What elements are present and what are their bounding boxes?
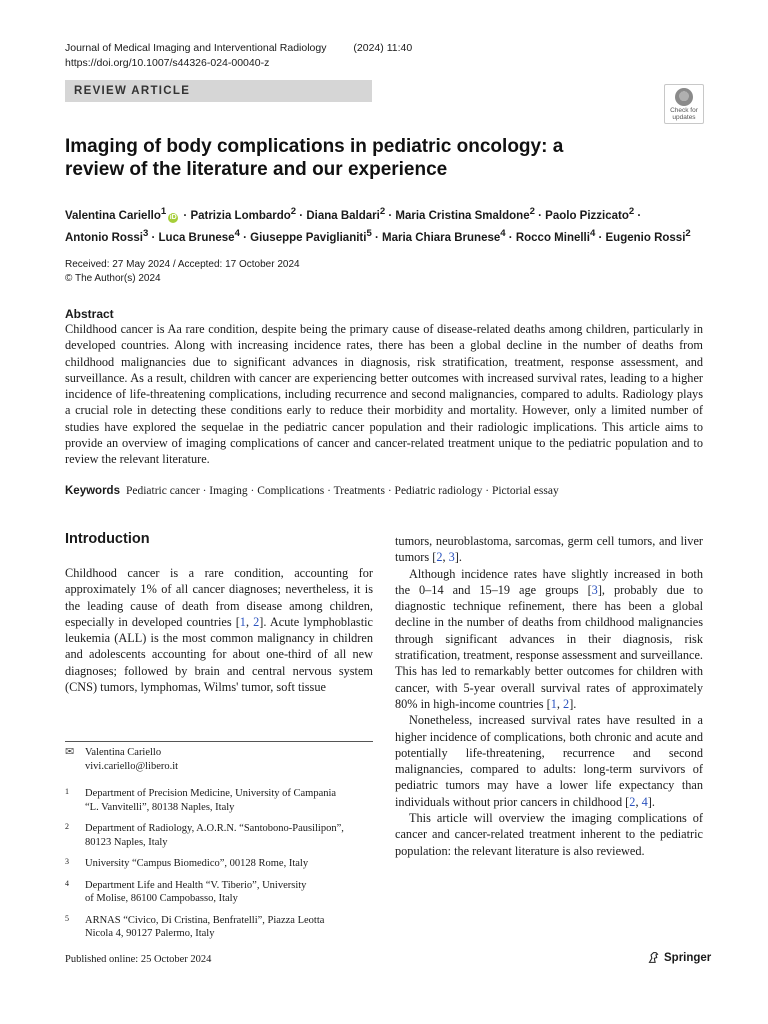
author-name[interactable]: Maria Cristina Smaldone [395,209,530,222]
affiliation-number: 2 [65,822,69,831]
author-affiliation-number: 4 [500,227,506,239]
affiliation-line: ARNAS “Civico, Di Cristina, Benfratelli”, Piazza Leotta [85,914,325,926]
author-name[interactable]: Patrizia Lombardo [190,209,291,222]
orcid-icon[interactable]: iD [169,213,177,221]
affiliation [65,822,373,849]
copyright-notice: © The Author(s) 2024 [65,272,161,284]
publisher-logo [647,951,711,964]
paragraph-text: ]. [647,794,655,809]
doi-link[interactable]: https://doi.org/10.1007/s44326-024-00040-z [65,57,270,69]
author-line-1: Valentina Cariello$^1$iD · Patrizia Lombardo$^2$ · Diana Baldari$^2$ · Maria Cristina Smaldone$^2$ · Paolo Pizzicato$^2$ · [65,206,642,222]
affiliation [65,857,373,871]
paragraph [395,533,703,566]
paragraph: This article will overview the imaging complications of cancer and cancer-related treatment inherent to the pediatric population: the relevant literature is also reviewed. [395,811,703,858]
author-name[interactable]: Valentina Cariello [65,209,161,222]
author-list [65,203,715,247]
affiliation-line: Department of Precision Medicine, University of Campania [85,788,337,799]
affiliation-number: 4 [65,878,69,888]
author-affiliation-number: 2 [529,206,535,217]
paragraph [65,565,373,695]
author-affiliation-number: 4 [589,227,596,239]
affiliation-line: “L. Vanvitelli”, 80138 Naples, Italy [85,801,235,813]
author-name[interactable]: Antonio Rossi [65,231,143,244]
corresponding-author-name: Valentina Cariello [85,747,162,758]
citation-link[interactable]: 2 [436,550,443,565]
affiliation-number: 3 [65,857,69,866]
citation-link[interactable]: 2 [629,794,636,809]
keywords-label: Keywords [65,485,120,497]
article-type-bar [65,80,372,102]
author-name[interactable]: Paolo Pizzicato [545,209,629,222]
check-for-updates-button[interactable] [664,84,704,124]
published-online-date: Published online: 25 October 2024 [65,954,212,965]
author-name[interactable]: Giuseppe Paviglianiti [250,231,367,244]
citation-link[interactable]: 2 [563,696,570,711]
corresponding-author-email[interactable]: vivi.cariello@libero.it [85,760,179,772]
author-affiliation-number: 5 [366,227,372,239]
check-updates-label-1: Check for [670,107,698,114]
right-column [395,533,703,859]
author-line-2: Antonio Rossi$^3$ · Luca Brunese$^4$ · Giuseppe Paviglianiti$^5$ · Maria Chiara Brunese$^4$ · Rocco Minelli$^4$ · Eugenio Rossi$^2$ [65,227,691,244]
affiliation-number: 1 [65,787,69,796]
paragraph-text: Childhood cancer is a rare condition, accounting for approximately 1% of all cancer diagnoses; nevertheless, it is the leading cause of death from disease among children, especially in developed countries [ [65,566,373,629]
paragraph [395,566,703,713]
affiliation-line: University “Campus Biomedico”, 00128 Rome, Italy [85,858,309,869]
journal-name: Journal of Medical Imaging and Interventional Radiology [65,42,327,54]
author-affiliation-number: 2 [379,206,386,217]
paragraph [395,712,703,810]
affiliation-line: of Molise, 86100 Campobasso, Italy [85,893,238,904]
citation-link[interactable]: 1 [550,696,557,711]
footnotes [65,746,373,949]
author-affiliation-number: 4 [234,227,240,239]
check-updates-icon [675,88,693,106]
affiliation-number: 5 [65,913,69,923]
citation-link[interactable]: 3 [448,550,455,565]
springer-horse-icon [647,951,660,964]
affiliation [65,787,373,814]
affiliation-line: 80123 Naples, Italy [85,836,168,848]
author-name[interactable]: Rocco Minelli [515,231,590,244]
citation-separator: , [556,696,564,711]
citation-separator: , [245,614,254,629]
paragraph-text: Although incidence rates have slightly increased in both the 0–14 and 15–19 age groups [ [395,566,703,597]
author-affiliation-number: 1 [160,206,167,217]
envelope-icon: ✉ [65,746,75,758]
author-name[interactable]: Eugenio Rossi [605,231,686,244]
paragraph-text: tumors, neuroblastoma, sarcomas, germ cell tumors, and liver tumors [ [395,534,703,565]
paragraph-text: ], probably due to diagnostic technique refinement, there has been a global decline in the number of deaths from childhood malignancies through significant advances in their diagnosis, risk stratification, treatment, response assessment and surveillance. This has led to remarkably better outcomes for children with cancer, with 5-year overall survival rates of approximately 80% in high-income countries [ [395,582,704,711]
affiliation-line: Department of Radiology, A.O.R.N. “Santobono-Pausilipon”, [85,823,344,834]
affiliation [65,879,373,906]
paragraph-text: ]. Acute lymphoblastic leukemia (ALL) is the most common malignancy in children and adolescents accounting for about one-third of all new diagnoses; followed by brain and central nervous system (CNS) tumors, lymphomas, Wilms' tumor, soft tissue [65,614,373,695]
journal-header [65,41,436,71]
citation-link[interactable]: 3 [591,582,598,597]
affiliation-line: Department Life and Health “V. Tiberio”, University [85,879,307,891]
received-accepted-dates: Received: 27 May 2024 / Accepted: 17 October 2024 [65,259,300,270]
author-affiliation-number: 2 [685,227,691,239]
abstract-text: Childhood cancer is Aa rare condition, despite being the primary cause of disease-related deaths among children, particularly in developed countries. Along with increasing incidence rates, there has been a global decline in the number of deaths from childhood malignancies due to significant advances in diagnosis, risk stratification, treatment, response assessment, and surveillance. As a result, children with cancer are experiencing better outcomes with increased survival rates, leading to a higher incidence of life-threatening complications, including recurrence and second malignancies, compared to adults. Radiology plays a crucial role in detecting these conditions early to reduce their morbidity and mortality. However, only a limited number of studies have explored the sequelae in the pediatric cancer population and their radiologic implications. This article aims to provide an overview of imaging complications of cancer and cancer-related treatment unique to the pediatric population and to review the relevant literature. [65,322,703,467]
author-name[interactable]: Luca Brunese [158,231,235,244]
article-type-label: REVIEW ARTICLE [74,85,191,97]
author-name[interactable]: Maria Chiara Brunese [382,231,501,244]
paragraph-text: Nonetheless, increased survival rates have resulted in a higher incidence of complications, both chronic and acute and potentially life-threatening, recurrence and second malignancies, compared to adults: long-term survivors of pediatric tumors may have a lower life expectancy than individuals without prior cancers in childhood [ [395,713,703,809]
correspondence [65,746,373,773]
paragraph-text: ]. [569,696,577,711]
article-dates [65,258,300,285]
citation-separator: , [442,550,449,565]
citation-link[interactable]: 1 [239,614,246,629]
affiliation-line: Nicola 4, 90127 Palermo, Italy [85,928,215,939]
author-affiliation-number: 3 [142,227,149,239]
introduction-heading: Introduction [65,531,150,547]
citation-separator: , [635,794,642,809]
check-updates-label-2: updates [672,114,696,121]
author-affiliation-number: 2 [628,206,635,217]
citation-link[interactable]: 4 [641,794,648,809]
affiliation [65,914,373,941]
author-name[interactable]: Diana Baldari [306,209,380,222]
publisher-name: Springer [664,951,712,964]
left-column [65,565,373,695]
journal-issue: (2024) 11:40 [353,42,413,54]
keywords [65,485,705,497]
paragraph-text: ]. [454,550,462,565]
article-title: Imaging of body complications in pediatric oncology: a review of the literature and our experience [65,136,564,180]
citation-link[interactable]: 2 [253,614,260,629]
author-affiliation-number: 2 [290,206,297,217]
footnote-divider [65,741,373,742]
keywords-list: Pediatric cancer · Imaging · Complications · Treatments · Pediatric radiology · Pictorial essay [125,485,559,497]
abstract-heading: Abstract [65,307,114,321]
